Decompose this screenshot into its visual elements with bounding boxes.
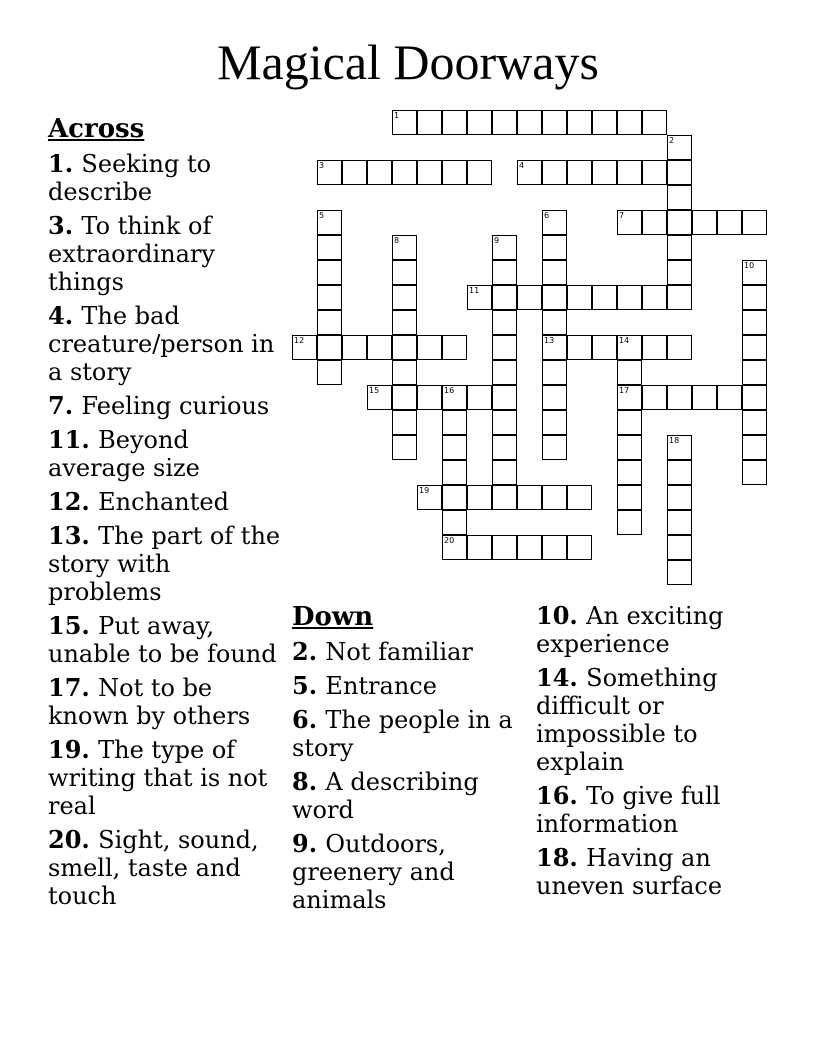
down-clue-9 bbox=[292, 830, 528, 914]
grid-cell[interactable] bbox=[442, 160, 467, 185]
grid-cell[interactable] bbox=[467, 535, 492, 560]
grid-cell[interactable] bbox=[667, 560, 692, 585]
cell-number: 13 bbox=[544, 336, 555, 345]
clue-number: 13 . bbox=[48, 521, 98, 550]
grid-cell[interactable] bbox=[317, 260, 342, 285]
grid-cell[interactable] bbox=[542, 260, 567, 285]
across-clue-17 bbox=[48, 674, 284, 730]
clue-number: 9 . bbox=[292, 829, 325, 858]
grid-cell[interactable] bbox=[742, 460, 767, 485]
down-clue-14 bbox=[536, 664, 772, 776]
grid-cell[interactable] bbox=[467, 285, 492, 310]
clue-number: 17 . bbox=[48, 673, 98, 702]
clue-number: 11 . bbox=[48, 425, 98, 454]
grid-cell[interactable] bbox=[617, 335, 642, 360]
cell-number: 3 bbox=[319, 161, 325, 170]
grid-cell[interactable] bbox=[442, 460, 467, 485]
cell-number: 10 bbox=[744, 261, 755, 270]
grid-cell[interactable] bbox=[392, 110, 417, 135]
grid-cell[interactable] bbox=[417, 110, 442, 135]
grid-cell[interactable] bbox=[492, 435, 517, 460]
grid-cell[interactable] bbox=[667, 510, 692, 535]
cell-number: 4 bbox=[519, 161, 525, 170]
grid-cell[interactable] bbox=[417, 160, 442, 185]
clue-text: Feeling curious bbox=[81, 392, 270, 420]
grid-cell[interactable] bbox=[492, 460, 517, 485]
grid-cell[interactable] bbox=[742, 410, 767, 435]
clue-number: 12 . bbox=[48, 487, 98, 516]
clue-number: 18 . bbox=[536, 843, 586, 872]
grid-cell[interactable] bbox=[542, 285, 567, 310]
grid-cell[interactable] bbox=[617, 385, 642, 410]
grid-cell[interactable] bbox=[392, 435, 417, 460]
grid-cell[interactable] bbox=[592, 160, 617, 185]
grid-cell[interactable] bbox=[642, 335, 667, 360]
clue-text: Outdoors, greenery and animals bbox=[292, 830, 455, 914]
grid-cell[interactable] bbox=[617, 160, 642, 185]
grid-cell[interactable] bbox=[517, 485, 542, 510]
clue-number: 7 . bbox=[48, 391, 81, 420]
grid-cell[interactable] bbox=[467, 485, 492, 510]
cell-number: 7 bbox=[619, 211, 625, 220]
grid-cell[interactable] bbox=[442, 385, 467, 410]
grid-cell[interactable] bbox=[742, 285, 767, 310]
clue-text: Seeking to describe bbox=[48, 150, 212, 206]
grid-cell[interactable] bbox=[467, 110, 492, 135]
grid-cell[interactable] bbox=[492, 385, 517, 410]
clue-text: A describing word bbox=[292, 768, 479, 824]
grid-cell[interactable] bbox=[517, 110, 542, 135]
grid-cell[interactable] bbox=[492, 235, 517, 260]
grid-cell[interactable] bbox=[542, 435, 567, 460]
clue-number: 1 . bbox=[48, 149, 81, 178]
grid-cell[interactable] bbox=[617, 460, 642, 485]
clue-text: An exciting experience bbox=[536, 602, 724, 658]
grid-cell[interactable] bbox=[417, 485, 442, 510]
grid-cell[interactable] bbox=[392, 410, 417, 435]
cell-number: 17 bbox=[619, 386, 630, 395]
grid-cell[interactable] bbox=[392, 160, 417, 185]
across-clue-12 bbox=[48, 488, 284, 516]
clue-text: Not familiar bbox=[325, 638, 473, 666]
grid-cell[interactable] bbox=[442, 435, 467, 460]
grid-cell[interactable] bbox=[667, 235, 692, 260]
clue-text: Sight, sound, smell, taste and touch bbox=[48, 826, 259, 910]
grid-cell[interactable] bbox=[567, 110, 592, 135]
clue-number: 16 . bbox=[536, 781, 586, 810]
across-clue-11 bbox=[48, 426, 284, 482]
clue-number: 4 . bbox=[48, 301, 81, 330]
clue-number: 5 . bbox=[292, 671, 325, 700]
grid-cell[interactable] bbox=[367, 385, 392, 410]
down-clue-16 bbox=[536, 782, 772, 838]
cell-number: 5 bbox=[319, 211, 325, 220]
grid-cell[interactable] bbox=[617, 485, 642, 510]
clue-text: The part of the story with problems bbox=[48, 522, 281, 606]
grid-cell[interactable] bbox=[392, 310, 417, 335]
grid-cell[interactable] bbox=[667, 435, 692, 460]
grid-cell[interactable] bbox=[742, 210, 767, 235]
grid-cell[interactable] bbox=[742, 335, 767, 360]
grid-cell[interactable] bbox=[442, 485, 467, 510]
clue-text: To think of extraordinary things bbox=[48, 212, 215, 296]
cell-number: 14 bbox=[619, 336, 630, 345]
down-clue-5 bbox=[292, 672, 528, 700]
grid-cell[interactable] bbox=[442, 535, 467, 560]
grid-cell[interactable] bbox=[567, 335, 592, 360]
grid-cell[interactable] bbox=[417, 335, 442, 360]
grid-cell[interactable] bbox=[667, 185, 692, 210]
grid-cell[interactable] bbox=[317, 235, 342, 260]
clue-number: 3 . bbox=[48, 211, 81, 240]
grid-cell[interactable] bbox=[667, 460, 692, 485]
down-clue-2 bbox=[292, 638, 528, 666]
grid-cell[interactable] bbox=[392, 235, 417, 260]
grid-cell[interactable] bbox=[592, 335, 617, 360]
grid-cell[interactable] bbox=[467, 160, 492, 185]
grid-cell[interactable] bbox=[742, 385, 767, 410]
clue-text: Having an uneven surface bbox=[536, 844, 723, 900]
grid-cell[interactable] bbox=[542, 235, 567, 260]
across-heading: Across bbox=[48, 114, 145, 144]
clue-text: The type of writing that is not real bbox=[48, 736, 268, 820]
clue-text: To give full information bbox=[536, 782, 721, 838]
clue-text: Something difficult or impossible to explain bbox=[536, 664, 718, 776]
grid-cell[interactable] bbox=[742, 260, 767, 285]
grid-cell[interactable] bbox=[617, 510, 642, 535]
grid-cell[interactable] bbox=[592, 110, 617, 135]
grid-cell[interactable] bbox=[617, 435, 642, 460]
clue-number: 15 . bbox=[48, 611, 98, 640]
cell-number: 19 bbox=[419, 486, 430, 495]
grid-cell[interactable] bbox=[517, 285, 542, 310]
across-clue-1 bbox=[48, 150, 284, 206]
across-clue-3 bbox=[48, 212, 284, 296]
grid-cell[interactable] bbox=[717, 210, 742, 235]
grid-cell[interactable] bbox=[542, 485, 567, 510]
grid-cell[interactable] bbox=[492, 360, 517, 385]
grid-cell[interactable] bbox=[717, 385, 742, 410]
clue-text: Entrance bbox=[325, 672, 437, 700]
grid-cell[interactable] bbox=[492, 285, 517, 310]
grid-cell[interactable] bbox=[542, 385, 567, 410]
grid-cell[interactable] bbox=[417, 385, 442, 410]
grid-cell[interactable] bbox=[642, 385, 667, 410]
grid-cell[interactable] bbox=[542, 310, 567, 335]
grid-cell[interactable] bbox=[642, 160, 667, 185]
grid-cell[interactable] bbox=[317, 310, 342, 335]
grid-cell[interactable] bbox=[392, 360, 417, 385]
down-clues-column-1 bbox=[292, 602, 528, 920]
grid-cell[interactable] bbox=[617, 410, 642, 435]
grid-cell[interactable] bbox=[492, 310, 517, 335]
clue-number: 10 . bbox=[536, 601, 586, 630]
grid-cell[interactable] bbox=[442, 110, 467, 135]
down-clue-18 bbox=[536, 844, 772, 900]
grid-cell[interactable] bbox=[667, 385, 692, 410]
grid-cell[interactable] bbox=[617, 360, 642, 385]
across-clue-19 bbox=[48, 736, 284, 820]
grid-cell[interactable] bbox=[442, 510, 467, 535]
grid-cell[interactable] bbox=[392, 285, 417, 310]
down-clue-8 bbox=[292, 768, 528, 824]
cell-number: 9 bbox=[494, 236, 500, 245]
grid-cell[interactable] bbox=[692, 210, 717, 235]
grid-cell[interactable] bbox=[492, 410, 517, 435]
grid-cell[interactable] bbox=[342, 160, 367, 185]
clue-text: The bad creature/person in a story bbox=[48, 302, 275, 386]
clue-number: 2 . bbox=[292, 637, 325, 666]
clue-text: Not to be known by others bbox=[48, 674, 251, 730]
grid-cell[interactable] bbox=[542, 360, 567, 385]
grid-cell[interactable] bbox=[567, 285, 592, 310]
cell-number: 16 bbox=[444, 386, 455, 395]
grid-cell[interactable] bbox=[667, 260, 692, 285]
grid-cell[interactable] bbox=[742, 360, 767, 385]
grid-cell[interactable] bbox=[492, 535, 517, 560]
across-clues bbox=[48, 114, 284, 916]
grid-cell[interactable] bbox=[742, 435, 767, 460]
cell-number: 15 bbox=[369, 386, 380, 395]
grid-cell[interactable] bbox=[392, 335, 417, 360]
grid-cell[interactable] bbox=[567, 160, 592, 185]
grid-cell[interactable] bbox=[392, 385, 417, 410]
across-clue-15 bbox=[48, 612, 284, 668]
grid-cell[interactable] bbox=[317, 160, 342, 185]
grid-cell[interactable] bbox=[442, 335, 467, 360]
grid-cell[interactable] bbox=[442, 410, 467, 435]
grid-cell[interactable] bbox=[367, 335, 392, 360]
cell-number: 2 bbox=[669, 136, 675, 145]
grid-cell[interactable] bbox=[492, 110, 517, 135]
grid-cell[interactable] bbox=[342, 335, 367, 360]
grid-cell[interactable] bbox=[367, 160, 392, 185]
grid-cell[interactable] bbox=[542, 535, 567, 560]
grid-cell[interactable] bbox=[492, 335, 517, 360]
cell-number: 11 bbox=[469, 286, 480, 295]
grid-cell[interactable] bbox=[317, 285, 342, 310]
clue-number: 6 . bbox=[292, 705, 325, 734]
grid-cell[interactable] bbox=[642, 285, 667, 310]
clue-text: Put away, unable to be found bbox=[48, 612, 277, 668]
grid-cell[interactable] bbox=[667, 535, 692, 560]
grid-cell[interactable] bbox=[642, 210, 667, 235]
grid-cell[interactable] bbox=[317, 210, 342, 235]
grid-cell[interactable] bbox=[692, 385, 717, 410]
cell-number: 18 bbox=[669, 436, 680, 445]
cell-number: 6 bbox=[544, 211, 550, 220]
grid-cell[interactable] bbox=[617, 110, 642, 135]
grid-cell[interactable] bbox=[617, 210, 642, 235]
grid-cell[interactable] bbox=[467, 385, 492, 410]
grid-cell[interactable] bbox=[542, 210, 567, 235]
clue-number: 20 . bbox=[48, 825, 98, 854]
grid-cell[interactable] bbox=[492, 260, 517, 285]
cell-number: 12 bbox=[294, 336, 305, 345]
clue-text: Beyond average size bbox=[48, 426, 200, 482]
page-title: Magical Doorways bbox=[217, 34, 599, 90]
grid-cell[interactable] bbox=[592, 285, 617, 310]
across-clue-20 bbox=[48, 826, 284, 910]
across-clue-13 bbox=[48, 522, 284, 606]
clue-text: Enchanted bbox=[98, 488, 229, 516]
grid-cell[interactable] bbox=[567, 535, 592, 560]
grid-cell[interactable] bbox=[667, 485, 692, 510]
down-clue-10 bbox=[536, 602, 772, 658]
grid-cell[interactable] bbox=[667, 210, 692, 235]
clue-number: 8 . bbox=[292, 767, 325, 796]
grid-cell[interactable] bbox=[392, 260, 417, 285]
clue-number: 19 . bbox=[48, 735, 98, 764]
grid-cell[interactable] bbox=[317, 360, 342, 385]
grid-cell[interactable] bbox=[542, 110, 567, 135]
grid-cell[interactable] bbox=[517, 535, 542, 560]
clue-text: The people in a story bbox=[292, 706, 513, 762]
across-clue-7 bbox=[48, 392, 284, 420]
grid-cell[interactable] bbox=[542, 410, 567, 435]
cell-number: 1 bbox=[394, 111, 400, 120]
grid-cell[interactable] bbox=[667, 285, 692, 310]
cell-number: 20 bbox=[444, 536, 455, 545]
grid-cell[interactable] bbox=[292, 335, 317, 360]
grid-cell[interactable] bbox=[742, 310, 767, 335]
grid-cell[interactable] bbox=[667, 335, 692, 360]
grid-cell[interactable] bbox=[492, 485, 517, 510]
grid-cell[interactable] bbox=[542, 160, 567, 185]
grid-cell[interactable] bbox=[617, 285, 642, 310]
down-heading: Down bbox=[292, 602, 374, 632]
grid-cell[interactable] bbox=[667, 135, 692, 160]
grid-cell[interactable] bbox=[567, 485, 592, 510]
grid-cell[interactable] bbox=[317, 335, 342, 360]
grid-cell[interactable] bbox=[517, 160, 542, 185]
cell-number: 8 bbox=[394, 236, 400, 245]
grid-cell[interactable] bbox=[642, 110, 667, 135]
down-clues-column-2 bbox=[536, 602, 772, 906]
grid-cell[interactable] bbox=[667, 160, 692, 185]
grid-cell[interactable] bbox=[542, 335, 567, 360]
down-clue-6 bbox=[292, 706, 528, 762]
clue-number: 14 . bbox=[536, 663, 586, 692]
across-clue-4 bbox=[48, 302, 284, 386]
